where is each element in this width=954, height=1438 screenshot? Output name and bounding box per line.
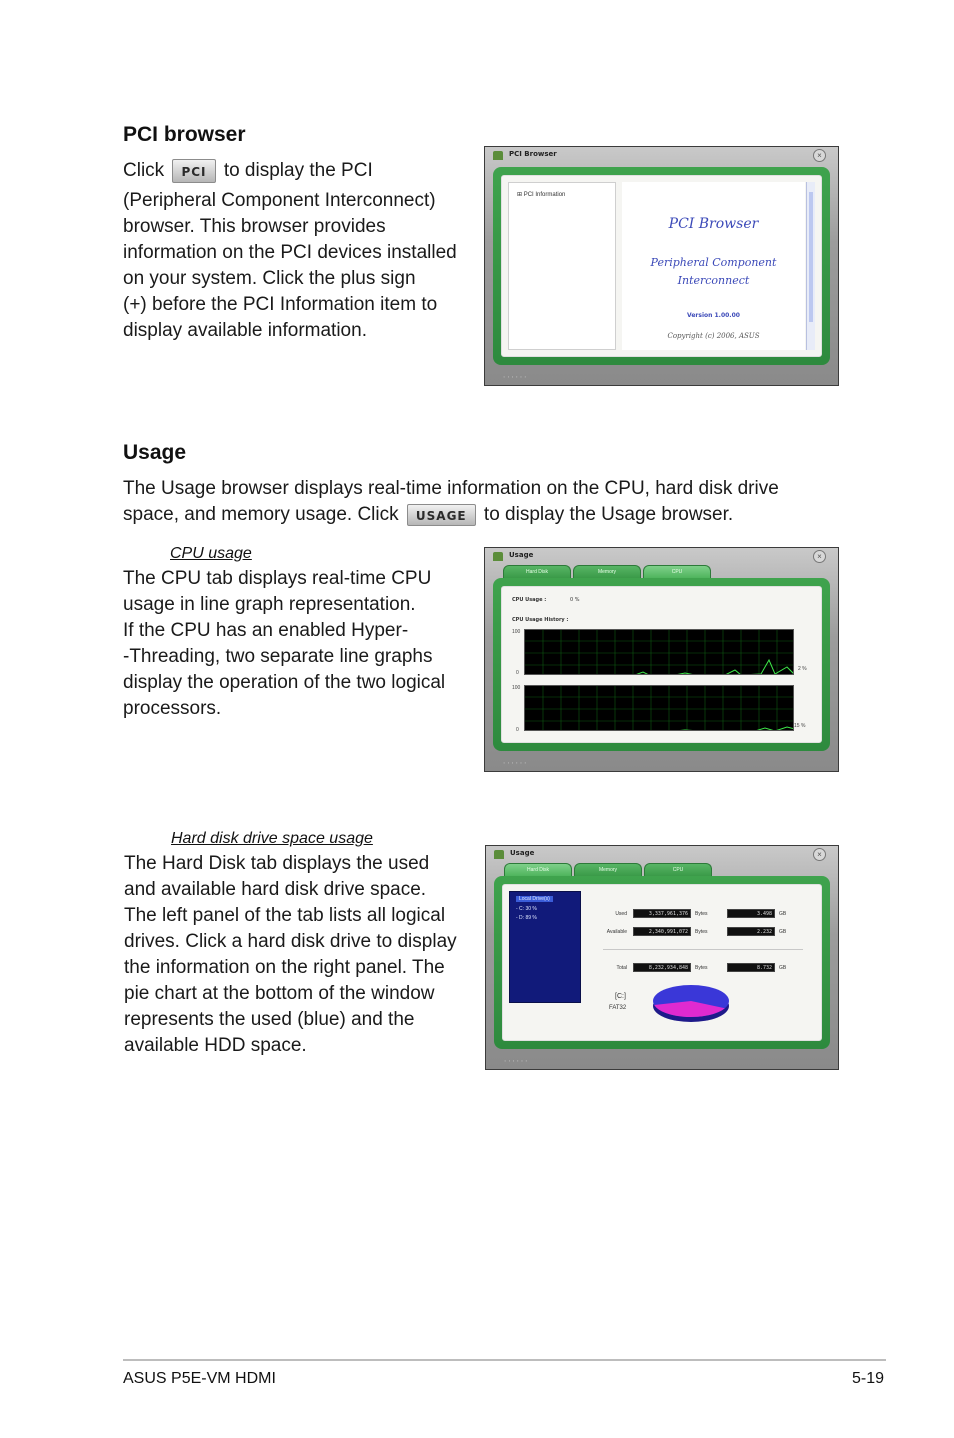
tab-memory[interactable]: Memory <box>573 565 641 578</box>
pci-description-line: display available information. <box>123 320 367 341</box>
cpu-description-line: The CPU tab displays real-time CPU <box>123 568 432 589</box>
pci-description-line: on your system. Click the plus sign <box>123 268 416 289</box>
available-bytes-unit: Bytes <box>695 929 708 935</box>
pci-scrollbar[interactable] <box>806 182 815 350</box>
used-bytes-field: 3,337,961,376 <box>633 909 691 918</box>
pci-description-line: information on the PCI devices installed <box>123 242 457 263</box>
cpu-description <box>123 566 473 722</box>
pci-window-content <box>501 175 822 357</box>
pci-window-frame <box>493 167 830 365</box>
used-label: Used <box>615 911 627 917</box>
pci-click-text: Click <box>123 160 165 181</box>
drive-list-item[interactable]: - D: 89 % <box>516 915 537 921</box>
total-bytes-unit: Bytes <box>695 965 708 971</box>
pci-splash-subtitle: Peripheral Component <box>650 256 777 269</box>
tab-hard-disk[interactable]: Hard Disk <box>503 565 571 578</box>
pci-splash-copyright: Copyright (c) 2006, ASUS <box>667 332 760 340</box>
app-icon <box>493 552 503 561</box>
close-icon[interactable]: × <box>813 550 826 563</box>
usage-heading: Usage <box>123 441 187 464</box>
graph2-current-value: 15 % <box>794 723 806 729</box>
graph2-axis-min: 0 <box>516 727 519 733</box>
cpu-usage-subhead: CPU usage <box>170 545 252 562</box>
filesystem-label: FAT32 <box>609 1005 627 1011</box>
pci-tree-item[interactable]: ⊞ PCI Information <box>517 192 566 198</box>
available-gb-field: 2.232 <box>727 927 775 936</box>
graph1-axis-max: 100 <box>512 629 521 635</box>
cpu-description-line: processors. <box>123 698 222 719</box>
cpu-description-line: usage in line graph representation. <box>123 594 416 615</box>
close-icon[interactable]: × <box>813 848 826 861</box>
total-label: Total <box>616 965 627 971</box>
available-gb-unit: GB <box>779 929 787 935</box>
cpu-usage-label: CPU Usage : <box>512 597 547 603</box>
hdd-description-line: pie chart at the bottom of the window <box>124 983 435 1004</box>
usage-description-line: The Usage browser displays real-time information on the CPU, hard disk drive <box>123 478 779 499</box>
hdd-description-line: The Hard Disk tab displays the used <box>124 853 430 874</box>
footer-page-number: 5-19 <box>852 1370 885 1387</box>
hdd-description-line: represents the used (blue) and the <box>124 1009 415 1030</box>
footer-rule <box>123 1359 886 1361</box>
hdd-window-titlebar <box>486 846 838 864</box>
hdd-description <box>124 851 474 1059</box>
cpu-window-titlebar <box>485 548 838 566</box>
cpu-line-2 <box>525 727 794 731</box>
total-bytes-field: 8,232,934,848 <box>633 963 691 972</box>
cpu-description-line: display the operation of the two logical <box>123 672 446 693</box>
usage-click-text: space, and memory usage. Click <box>123 504 399 525</box>
resize-grip-icon: ∙∙∙∙∙∙ <box>503 758 529 767</box>
pci-splash-subtitle: Interconnect <box>677 274 750 287</box>
pci-splash-version: Version 1.00.00 <box>687 312 740 319</box>
graph1-current-value: 2 % <box>798 666 807 672</box>
cpu-line-1 <box>525 660 794 675</box>
pci-intro-line <box>123 158 473 184</box>
tab-cpu[interactable]: CPU <box>643 565 711 578</box>
usage-display-text: to display the Usage browser. <box>483 504 734 525</box>
tab-memory[interactable]: Memory <box>574 863 642 876</box>
hdd-window-frame <box>494 867 830 1049</box>
close-icon[interactable]: × <box>813 149 826 162</box>
resize-grip-icon: ∙∙∙∙∙∙ <box>503 372 529 381</box>
hdd-pie-chart <box>649 981 733 1027</box>
footer-product-name: ASUS P5E-VM HDMI <box>123 1370 276 1387</box>
available-bytes-field: 2,340,991,072 <box>633 927 691 936</box>
divider <box>603 949 803 950</box>
hdd-tab-content <box>502 884 822 1041</box>
tab-hard-disk[interactable]: Hard Disk <box>504 863 572 876</box>
pci-description-line: (Peripheral Component Interconnect) <box>123 190 436 211</box>
hdd-window-title: Usage <box>510 849 535 857</box>
tab-cpu[interactable]: CPU <box>644 863 712 876</box>
graph-grid <box>525 686 794 731</box>
pci-tree-panel <box>508 182 616 350</box>
graph2-axis-max: 100 <box>512 685 521 691</box>
drive-list-panel <box>509 891 581 1003</box>
pci-description <box>123 188 473 344</box>
hdd-description-line: The left panel of the tab lists all logical <box>124 905 446 926</box>
hdd-description-line: drives. Click a hard disk drive to display <box>124 931 457 952</box>
usage-description-line <box>123 502 823 528</box>
drive-name-label: [C:] <box>615 993 626 1000</box>
resize-grip-icon: ∙∙∙∙∙∙ <box>504 1056 530 1065</box>
pci-window-titlebar <box>485 147 838 165</box>
pci-splash-title: PCI Browser <box>668 216 759 232</box>
cpu-usage-value: 0 % <box>570 597 580 603</box>
pci-browser-screenshot <box>484 146 839 386</box>
cpu-history-graph-2 <box>524 685 794 731</box>
hdd-usage-screenshot <box>485 845 839 1070</box>
hdd-description-line: and available hard disk drive space. <box>124 879 427 900</box>
hdd-usage-subhead: Hard disk drive space usage <box>171 830 373 847</box>
cpu-tab-content <box>501 586 822 743</box>
pci-description-line: (+) before the PCI Information item to <box>123 294 438 315</box>
drive-list-item[interactable]: - C: 30 % <box>516 906 537 912</box>
pci-info-panel <box>622 182 805 350</box>
cpu-window-title: Usage <box>509 551 534 559</box>
used-gb-field: 3.498 <box>727 909 775 918</box>
drive-list-root[interactable]: Local Drive(s) <box>516 896 553 902</box>
pci-browser-heading: PCI browser <box>123 123 246 146</box>
used-bytes-unit: Bytes <box>695 911 708 917</box>
pci-description-line: browser. This browser provides <box>123 216 386 237</box>
usage-description <box>123 476 823 528</box>
cpu-description-line: -Threading, two separate line graphs <box>123 646 433 667</box>
total-gb-unit: GB <box>779 965 787 971</box>
hdd-description-line: the information on the right panel. The <box>124 957 445 978</box>
usage-button[interactable]: USAGE <box>407 504 476 526</box>
pci-window-title: PCI Browser <box>509 150 557 158</box>
cpu-history-label: CPU Usage History : <box>512 617 569 623</box>
app-icon <box>494 850 504 859</box>
graph1-axis-min: 0 <box>516 670 519 676</box>
pci-display-text: to display the PCI <box>223 160 373 181</box>
cpu-usage-screenshot <box>484 547 839 772</box>
total-gb-field: 8.732 <box>727 963 775 972</box>
cpu-history-graph-1 <box>524 629 794 675</box>
available-label: Available <box>606 929 627 935</box>
cpu-window-frame <box>493 569 830 751</box>
graph-grid <box>525 630 794 675</box>
pci-button[interactable]: PCI <box>172 159 215 183</box>
cpu-description-line: If the CPU has an enabled Hyper- <box>123 620 409 641</box>
app-icon <box>493 151 503 160</box>
used-gb-unit: GB <box>779 911 787 917</box>
hdd-description-line: available HDD space. <box>124 1035 307 1056</box>
